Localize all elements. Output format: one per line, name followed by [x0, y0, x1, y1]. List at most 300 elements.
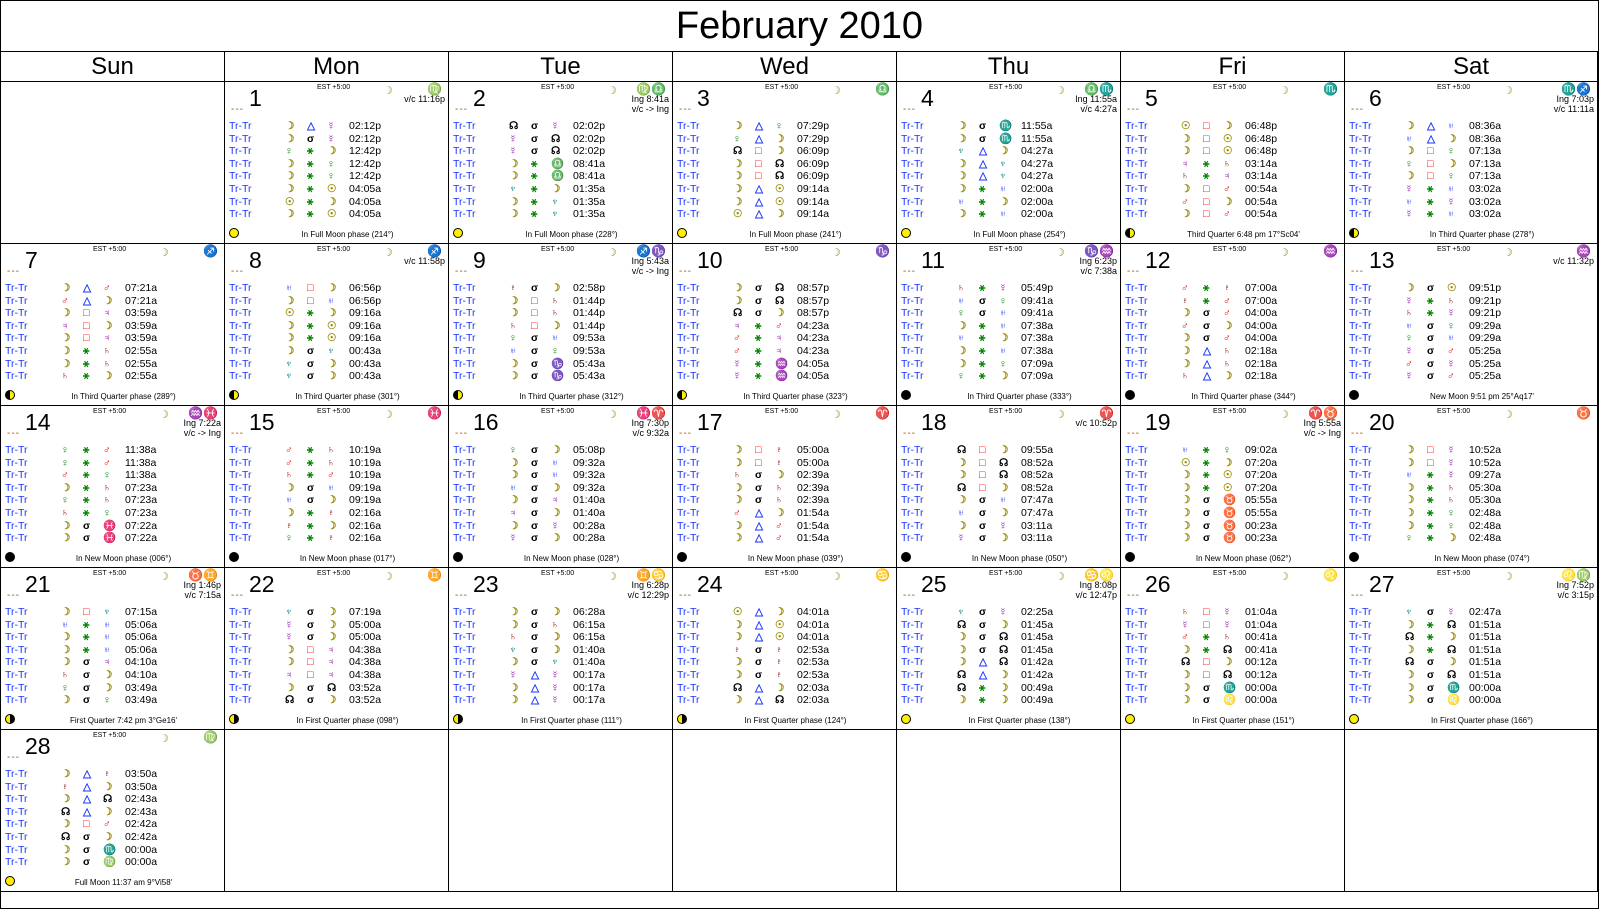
timezone-label: EST +5:00: [317, 246, 351, 253]
aspect-type-label: Tr-Tr: [901, 668, 924, 681]
day-cell-21[interactable]: [1, 568, 225, 730]
planet-icon: ♆: [509, 643, 517, 656]
aspect-icon: σ: [307, 344, 315, 357]
note-line: v/c -> Ing: [1303, 428, 1341, 438]
planet-icon: ☽: [999, 532, 1009, 545]
aspect-icon: ⚹: [1203, 444, 1210, 456]
aspect-type-label: Tr-Tr: [453, 332, 476, 345]
aspect-row: [901, 469, 1121, 482]
aspect-row: [229, 183, 449, 196]
aspect-time: 05:08p: [573, 444, 606, 456]
aspect-row: [5, 694, 225, 707]
aspect-type-label: Tr-Tr: [901, 494, 924, 507]
void-of-course-note: [1554, 94, 1594, 114]
planet-icon: ♅: [103, 643, 111, 656]
planet-icon: ☽: [509, 208, 519, 221]
aspect-icon: σ: [1427, 282, 1435, 294]
aspect-row: [677, 631, 897, 644]
day-cell-5[interactable]: [1121, 82, 1345, 244]
planet-icon: ♇: [1181, 294, 1189, 307]
planet-icon: ☽: [285, 120, 295, 132]
aspect-type-label: Tr-Tr: [677, 370, 700, 383]
aspect-row: [1349, 656, 1569, 669]
aspect-time: 05:30a: [1469, 481, 1502, 494]
aspect-icon: □: [1203, 145, 1210, 158]
note-line: Ing 7:52p: [1556, 580, 1594, 590]
aspect-row: [1125, 307, 1345, 320]
planet-icon: ☽: [957, 120, 967, 132]
planet-icon: ♉: [1223, 494, 1237, 507]
planet-icon: ☽: [957, 344, 967, 357]
note-line: v/c 7:15a: [184, 590, 221, 600]
planet-icon: ☊: [775, 157, 785, 170]
aspect-type-label: Tr-Tr: [901, 656, 924, 669]
aspect-time: 03:50a: [125, 768, 158, 780]
planet-icon: ☽: [1405, 444, 1415, 456]
moon-icon: ☽: [159, 409, 169, 421]
planet-icon: ☽: [61, 307, 71, 320]
aspect-type-label: Tr-Tr: [901, 444, 924, 456]
aspect-icon: △: [1203, 344, 1212, 357]
aspect-type-label: Tr-Tr: [453, 494, 476, 507]
day-cell-2[interactable]: [449, 82, 673, 244]
day-cell-empty: [1345, 730, 1598, 892]
aspect-icon: △: [755, 532, 764, 545]
day-cell-13[interactable]: [1345, 244, 1598, 406]
aspect-type-label: Tr-Tr: [1349, 656, 1372, 669]
aspect-row: [901, 282, 1121, 295]
planet-icon: ☿: [1223, 606, 1231, 618]
planet-icon: ♅: [103, 618, 111, 631]
aspect-type-label: Tr-Tr: [453, 532, 476, 545]
aspect-list: [901, 120, 1121, 221]
planet-icon: ☉: [733, 208, 743, 221]
aspect-row: [1349, 606, 1569, 619]
day-number: 24: [697, 571, 723, 597]
day-cell-12[interactable]: [1121, 244, 1345, 406]
day-cell-9[interactable]: [449, 244, 673, 406]
day-number: 5: [1145, 85, 1158, 111]
aspect-time: 03:49a: [125, 694, 158, 707]
aspect-icon: σ: [531, 643, 539, 656]
planet-icon: ☉: [733, 606, 743, 618]
aspect-type-label: Tr-Tr: [901, 519, 924, 532]
aspect-time: 04:27a: [1021, 157, 1054, 170]
aspect-type-label: Tr-Tr: [229, 145, 252, 158]
day-cell-11[interactable]: [897, 244, 1121, 406]
aspect-type-label: Tr-Tr: [901, 182, 924, 195]
planet-icon: ♄: [103, 481, 111, 494]
aspect-icon: ⚹: [307, 506, 314, 519]
aspect-row: [453, 444, 673, 457]
aspect-type-label: Tr-Tr: [229, 668, 252, 681]
aspect-time: 01:45a: [1021, 643, 1054, 656]
aspect-type-label: Tr-Tr: [1349, 456, 1372, 469]
aspect-row: [677, 457, 897, 470]
aspect-row: [677, 469, 897, 482]
aspect-time: 01:45a: [1021, 631, 1054, 644]
aspect-row: [677, 444, 897, 457]
aspect-row: [229, 170, 449, 183]
aspect-time: 07:20a: [1245, 456, 1278, 469]
aspect-time: 05:00a: [349, 618, 382, 631]
timezone-label: EST +5:00: [989, 246, 1023, 253]
aspect-time: 02:53a: [797, 656, 830, 669]
day-cell-7[interactable]: [1, 244, 225, 406]
aspect-icon: σ: [83, 532, 91, 545]
planet-icon: ☽: [957, 469, 967, 482]
aspect-icon: σ: [979, 618, 987, 631]
planet-icon: ♄: [103, 494, 111, 507]
aspect-row: [677, 345, 897, 358]
aspect-type-label: Tr-Tr: [5, 668, 28, 681]
aspect-icon: σ: [531, 282, 539, 294]
planet-icon: ☿: [1447, 456, 1455, 469]
aspect-row: [5, 831, 225, 844]
planet-icon: ☽: [551, 182, 561, 195]
aspect-time: 06:15a: [573, 631, 606, 644]
planet-icon: ☽: [61, 818, 71, 831]
planet-icon: ♇: [1223, 282, 1231, 294]
aspect-icon: □: [755, 456, 762, 469]
aspect-time: 09:16a: [349, 332, 382, 345]
aspect-time: 01:51a: [1469, 631, 1502, 644]
aspect-row: [1125, 520, 1345, 533]
aspect-time: 07:13a: [1469, 157, 1502, 170]
aspect-type-label: Tr-Tr: [1125, 618, 1148, 631]
planet-icon: ☽: [1405, 694, 1415, 707]
aspect-time: 09:32a: [573, 456, 606, 469]
aspect-row: [229, 631, 449, 644]
aspect-type-label: Tr-Tr: [229, 170, 252, 183]
aspect-type-label: Tr-Tr: [229, 332, 252, 345]
aspect-type-label: Tr-Tr: [1349, 282, 1372, 294]
day-cell-10[interactable]: [673, 244, 897, 406]
note-line: Ing 7:22a: [183, 418, 221, 428]
moon-icon: ☽: [1279, 409, 1289, 421]
day-number: 13: [1369, 247, 1395, 273]
planet-icon: ☽: [285, 132, 295, 145]
timezone-label: EST +5:00: [989, 570, 1023, 577]
aspect-type-label: Tr-Tr: [1349, 157, 1372, 170]
aspect-time: 03:59a: [125, 319, 158, 332]
planet-icon: ☿: [1405, 370, 1413, 383]
day-cell-25[interactable]: [897, 568, 1121, 730]
aspect-icon: σ: [1203, 519, 1211, 532]
day-cell-4[interactable]: [897, 82, 1121, 244]
void-of-course-note: [404, 256, 445, 266]
aspect-type-label: Tr-Tr: [453, 456, 476, 469]
aspect-type-label: Tr-Tr: [5, 307, 28, 320]
planet-icon: ♃: [103, 332, 111, 345]
aspect-icon: σ: [1427, 319, 1435, 332]
planet-icon: ☽: [1181, 519, 1191, 532]
planet-icon: ☽: [285, 643, 295, 656]
aspect-row: [1349, 694, 1569, 707]
aspect-type-label: Tr-Tr: [1349, 532, 1372, 545]
aspect-time: 05:25a: [1469, 357, 1502, 370]
aspect-time: 06:15a: [573, 618, 606, 631]
day-cell-28[interactable]: [1, 730, 225, 892]
aspect-time: 00:00a: [1469, 681, 1502, 694]
aspect-time: 07:47a: [1021, 494, 1054, 507]
day-cell-8[interactable]: [225, 244, 449, 406]
planet-icon: ☿: [285, 618, 293, 631]
aspect-type-label: Tr-Tr: [5, 319, 28, 332]
aspect-time: 07:23a: [125, 494, 158, 507]
planet-icon: ☽: [327, 357, 337, 370]
aspect-type-label: Tr-Tr: [901, 631, 924, 644]
aspect-type-label: Tr-Tr: [453, 170, 476, 183]
planet-icon: ☽: [1181, 182, 1191, 195]
planet-icon: ♂: [285, 444, 293, 456]
aspect-time: 07:09a: [1021, 370, 1054, 383]
moon-icon: ☽: [1503, 85, 1513, 97]
aspect-type-label: Tr-Tr: [5, 830, 28, 843]
aspect-type-label: Tr-Tr: [229, 157, 252, 170]
aspect-row: [1125, 682, 1345, 695]
aspect-row: [5, 606, 225, 619]
aspect-row: [1125, 606, 1345, 619]
aspect-type-label: Tr-Tr: [901, 319, 924, 332]
aspect-row: [1125, 133, 1345, 146]
day-cell-1[interactable]: [225, 82, 449, 244]
planet-icon: ♀: [999, 294, 1007, 307]
moon-phase-text: First Quarter 7:42 pm 3°Ge16': [70, 716, 177, 725]
aspect-icon: □: [1203, 668, 1210, 681]
aspect-type-label: Tr-Tr: [1349, 208, 1372, 221]
planet-icon: ♅: [551, 456, 559, 469]
moon-icon: ☽: [1279, 85, 1289, 97]
planet-icon: ☽: [509, 370, 519, 383]
aspect-row: [1349, 320, 1569, 333]
aspect-icon: ⚹: [755, 332, 762, 345]
planet-icon: ♄: [327, 444, 335, 456]
day-cell-26[interactable]: [1121, 568, 1345, 730]
aspect-time: 05:43a: [573, 357, 606, 370]
day-cell-19[interactable]: [1121, 406, 1345, 568]
planet-icon: ☽: [1405, 681, 1415, 694]
aspect-row: [901, 320, 1121, 333]
planet-icon: ☊: [61, 830, 71, 843]
aspect-time: 04:01a: [797, 606, 830, 618]
planet-icon: ☽: [509, 357, 519, 370]
aspect-time: 06:09p: [797, 145, 830, 158]
aspect-time: 12:42p: [349, 145, 382, 158]
aspect-time: 02:03a: [797, 694, 830, 707]
planet-icon: ♏: [103, 843, 117, 856]
planet-icon: ♄: [1223, 344, 1231, 357]
aspect-time: 02:16a: [349, 519, 382, 532]
aspect-row: [453, 694, 673, 707]
aspect-row: [1349, 120, 1569, 133]
aspect-type-label: Tr-Tr: [229, 444, 252, 456]
day-cell-24[interactable]: [673, 568, 897, 730]
aspect-row: [453, 520, 673, 533]
day-cell-16[interactable]: [449, 406, 673, 568]
aspect-icon: □: [979, 456, 986, 469]
timezone-label: EST +5:00: [1437, 570, 1471, 577]
aspect-icon: σ: [531, 120, 539, 132]
aspect-time: 05:06a: [125, 631, 158, 644]
planet-icon: ☉: [327, 332, 337, 345]
aspect-type-label: Tr-Tr: [229, 631, 252, 644]
planet-icon: ☉: [1181, 456, 1191, 469]
planet-icon: ☽: [509, 606, 519, 618]
day-cell-18[interactable]: [897, 406, 1121, 568]
planet-icon: ☽: [1181, 469, 1191, 482]
aspect-icon: △: [755, 132, 764, 145]
aspect-time: 00:00a: [1469, 694, 1502, 707]
aspect-icon: □: [1203, 208, 1210, 221]
aspect-icon: σ: [1427, 668, 1435, 681]
aspect-type-label: Tr-Tr: [229, 532, 252, 545]
day-number: 12: [1145, 247, 1171, 273]
day-cell-14[interactable]: [1, 406, 225, 568]
aspect-row: [229, 644, 449, 657]
planet-icon: ☽: [999, 332, 1009, 345]
aspect-icon: σ: [307, 618, 315, 631]
planet-icon: ♀: [1447, 519, 1455, 532]
aspect-row: [453, 656, 673, 669]
aspect-icon: σ: [755, 282, 763, 294]
aspect-icon: σ: [1203, 494, 1211, 507]
aspect-type-label: Tr-Tr: [229, 481, 252, 494]
aspect-row: [453, 619, 673, 632]
day-cell-17[interactable]: [673, 406, 897, 568]
aspect-row: [229, 158, 449, 171]
aspect-icon: ⚹: [531, 208, 538, 221]
aspect-icon: σ: [307, 481, 315, 494]
aspect-time: 00:49a: [1021, 681, 1054, 694]
planet-icon: ♂: [1223, 332, 1231, 345]
day-cell-23[interactable]: [449, 568, 673, 730]
planet-icon: ♀: [1447, 506, 1455, 519]
planet-icon: ☽: [1447, 157, 1457, 170]
aspect-icon: ⚹: [83, 481, 90, 494]
planet-icon: ☉: [327, 319, 337, 332]
planet-icon: ☽: [61, 856, 71, 869]
aspect-icon: σ: [531, 444, 539, 456]
planet-icon: ☽: [327, 519, 337, 532]
aspect-list: [677, 282, 897, 383]
planet-icon: ☽: [61, 631, 71, 644]
aspect-icon: σ: [755, 668, 763, 681]
aspect-type-label: Tr-Tr: [1349, 357, 1372, 370]
dash-marker: ---: [7, 266, 20, 277]
aspect-time: 10:52a: [1469, 444, 1502, 456]
planet-icon: ♃: [327, 668, 335, 681]
aspect-time: 08:52a: [1021, 456, 1054, 469]
aspect-time: 04:10a: [125, 668, 158, 681]
planet-icon: ☽: [61, 694, 71, 707]
aspect-type-label: Tr-Tr: [1125, 519, 1148, 532]
aspect-type-label: Tr-Tr: [677, 506, 700, 519]
aspect-type-label: Tr-Tr: [901, 344, 924, 357]
planet-icon: ☊: [733, 145, 743, 158]
planet-icon: ☽: [1405, 618, 1415, 631]
aspect-row: [1349, 295, 1569, 308]
aspect-row: [5, 457, 225, 470]
day-cell-27[interactable]: [1345, 568, 1598, 730]
day-cell-15[interactable]: [225, 406, 449, 568]
aspect-icon: □: [755, 145, 762, 158]
planet-icon: ♄: [285, 469, 293, 482]
aspect-list: [1125, 606, 1345, 707]
day-cell-20[interactable]: [1345, 406, 1598, 568]
aspect-icon: △: [979, 656, 988, 669]
dash-marker: ---: [455, 104, 468, 115]
aspect-row: [229, 145, 449, 158]
aspect-icon: σ: [307, 132, 315, 145]
aspect-time: 09:55a: [1021, 444, 1054, 456]
aspect-time: 07:23a: [125, 481, 158, 494]
note-line: v/c 11:11a: [1553, 104, 1594, 114]
planet-icon: ♉: [1223, 532, 1237, 545]
day-cell-6[interactable]: [1345, 82, 1598, 244]
aspect-row: [901, 457, 1121, 470]
dash-marker: ---: [1351, 104, 1364, 115]
aspect-type-label: Tr-Tr: [677, 294, 700, 307]
planet-icon: ☽: [1181, 643, 1191, 656]
aspect-icon: □: [1427, 170, 1434, 183]
planet-icon: ☽: [551, 444, 561, 456]
planet-icon: ♑: [551, 357, 565, 370]
aspect-row: [5, 631, 225, 644]
planet-icon: ☿: [1405, 294, 1413, 307]
planet-icon: ♂: [285, 456, 293, 469]
planet-icon: ♄: [509, 319, 517, 332]
dash-marker: ---: [1351, 266, 1364, 277]
aspect-row: [677, 494, 897, 507]
aspect-time: 01:35a: [573, 182, 606, 195]
aspect-type-label: Tr-Tr: [677, 132, 700, 145]
planet-icon: ☽: [327, 618, 337, 631]
planet-icon: ♄: [551, 294, 559, 307]
aspect-time: 05:49p: [1021, 282, 1054, 294]
aspect-row: [5, 818, 225, 831]
aspect-icon: ⚹: [1427, 481, 1434, 494]
aspect-time: 01:51a: [1469, 643, 1502, 656]
planet-icon: ☽: [61, 344, 71, 357]
planet-icon: ☽: [551, 319, 561, 332]
planet-icon: ♓: [103, 532, 117, 545]
aspect-row: [1349, 494, 1569, 507]
dash-marker: ---: [903, 266, 916, 277]
aspect-time: 00:54a: [1245, 182, 1278, 195]
aspect-type-label: Tr-Tr: [5, 294, 28, 307]
note-line: v/c -> Ing: [631, 104, 669, 114]
planet-icon: ♅: [999, 494, 1007, 507]
aspect-type-label: Tr-Tr: [229, 469, 252, 482]
moon-phase-text: In New Moon phase (028°): [523, 554, 620, 563]
planet-icon: ☽: [509, 170, 519, 183]
planet-icon: ♄: [957, 282, 965, 294]
day-number: 21: [25, 571, 51, 597]
aspect-time: 02:53a: [797, 668, 830, 681]
day-cell-3[interactable]: [673, 82, 897, 244]
planet-icon: ☊: [775, 282, 785, 294]
weekday-header-wed: Wed: [673, 52, 897, 82]
aspect-type-label: Tr-Tr: [5, 370, 28, 383]
aspect-list: [453, 606, 673, 707]
aspect-time: 06:48p: [1245, 132, 1278, 145]
day-cell-22[interactable]: [225, 568, 449, 730]
planet-icon: ☽: [1405, 481, 1415, 494]
aspect-row: [677, 196, 897, 209]
aspect-row: [1125, 170, 1345, 183]
aspect-row: [1125, 370, 1345, 383]
